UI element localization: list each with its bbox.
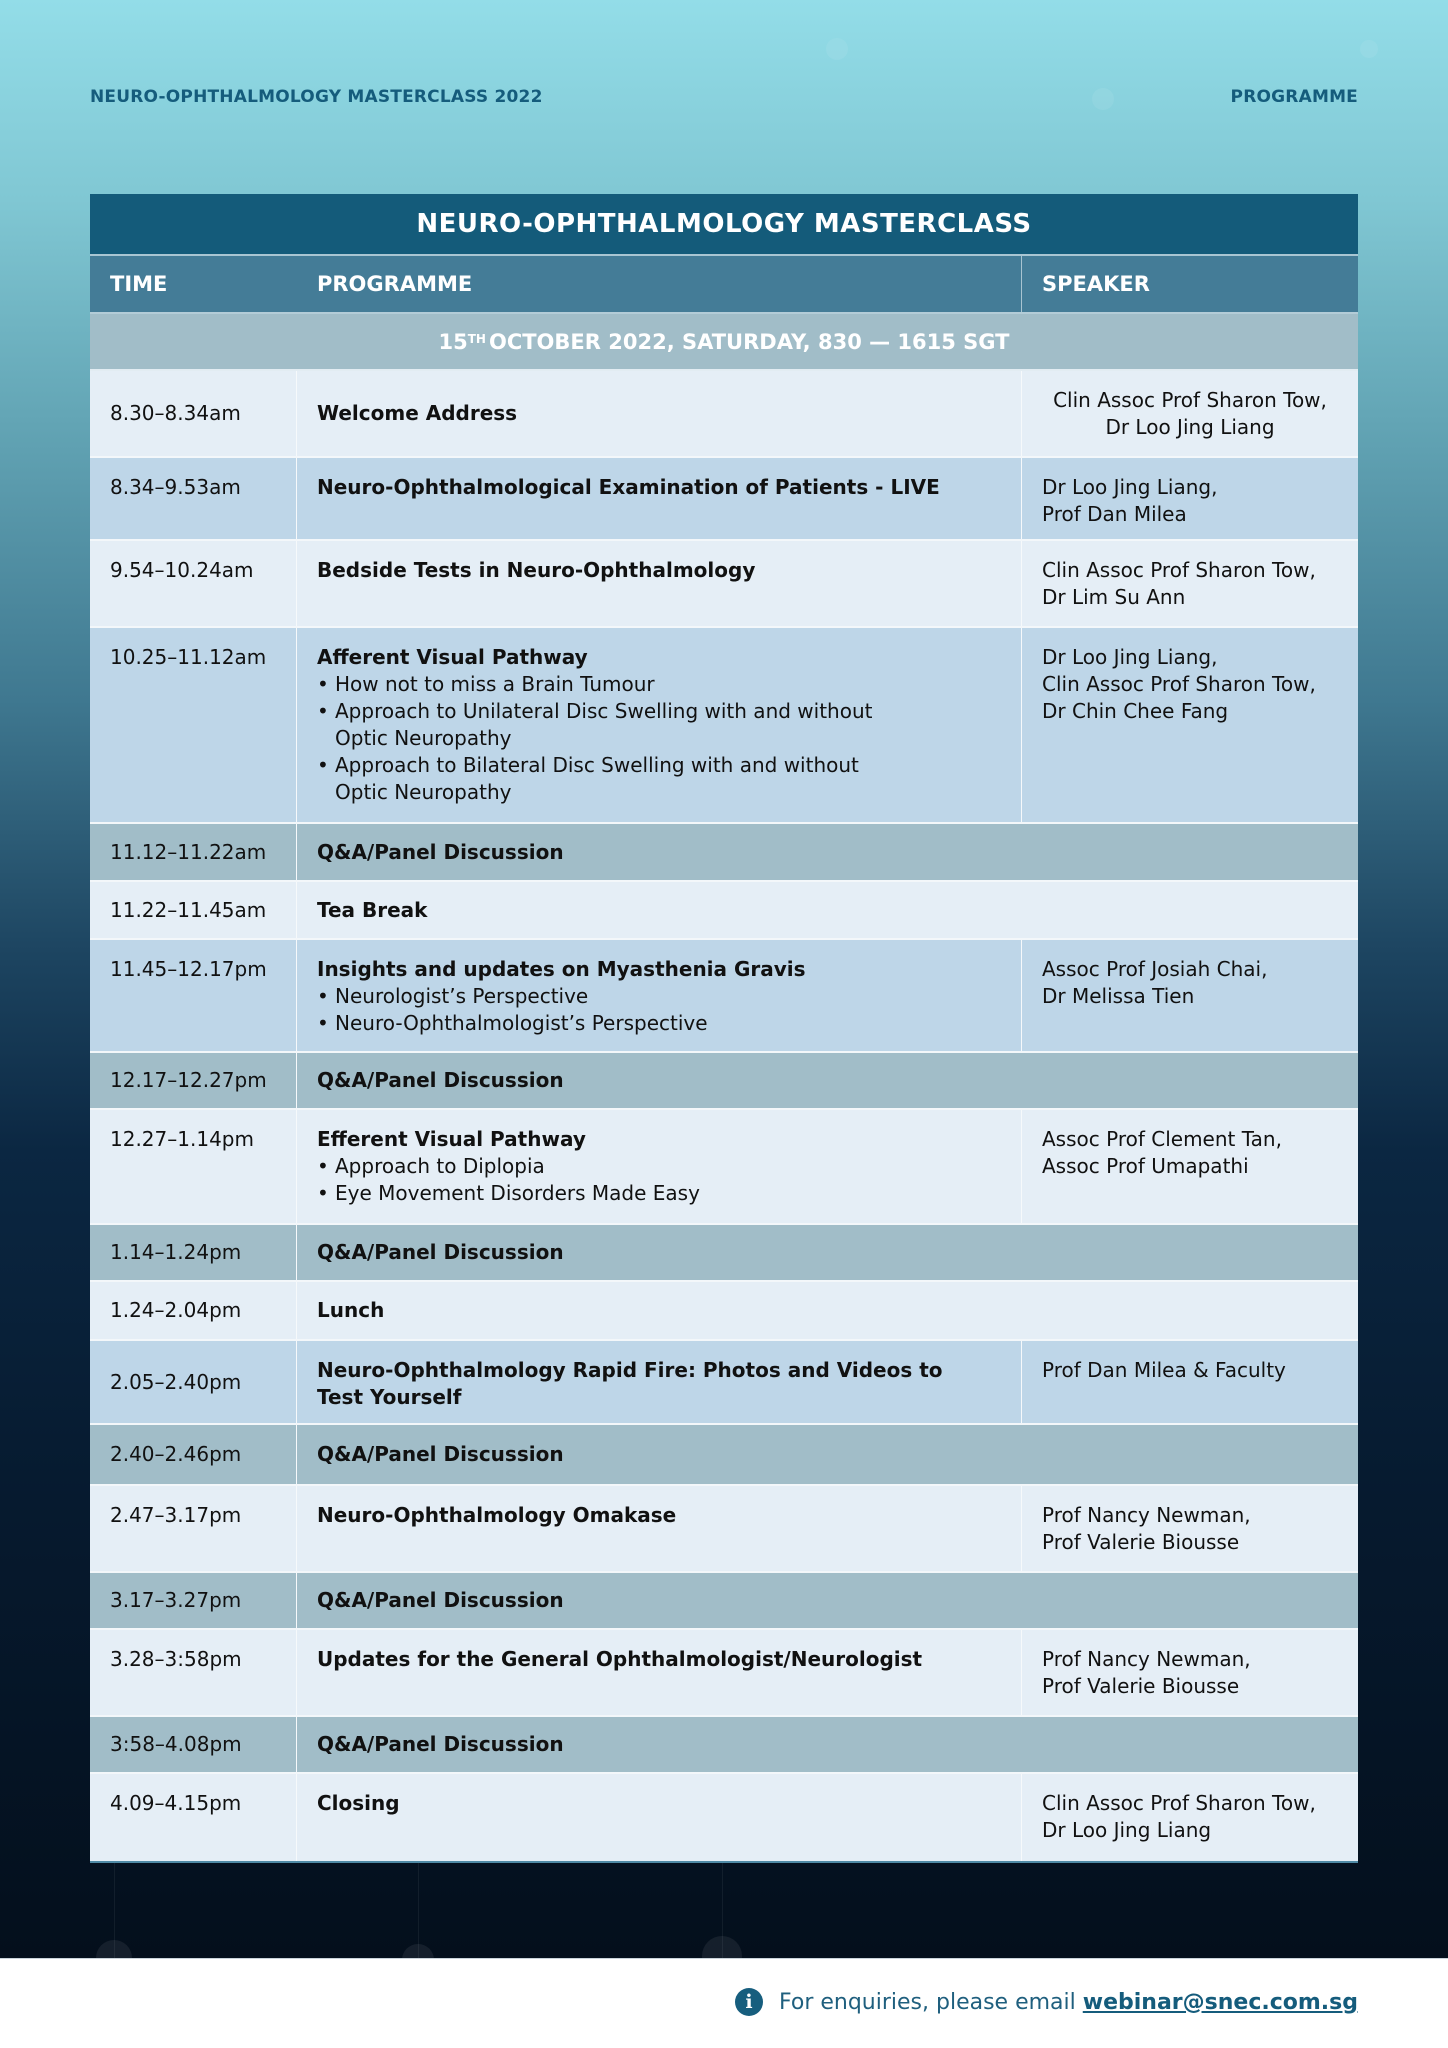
speaker-cell — [1021, 458, 1358, 539]
bullet-item: • Approach to Bilateral Disc Swelling with and without Optic Neuropathy — [317, 752, 1001, 806]
programme-title: Efferent Visual Pathway — [317, 1127, 586, 1151]
table-row-qa — [90, 1425, 1358, 1486]
speaker-name: Dr Lim Su Ann — [1042, 585, 1186, 609]
time-cell: 3.28–3:58pm — [90, 1630, 297, 1715]
bullet-text: Approach to Unilateral Disc Swelling with and without Optic Neuropathy — [335, 699, 873, 750]
speaker-cell — [1021, 940, 1358, 1051]
time-cell: 8.34–9.53am — [90, 458, 297, 539]
speaker-cell — [1021, 1774, 1358, 1861]
enquiry-note — [735, 1986, 1358, 2018]
table-row — [90, 1110, 1358, 1225]
time-cell: 10.25–11.12am — [90, 628, 297, 822]
programme-cell — [297, 940, 1021, 1051]
column-header-speaker: SPEAKER — [1021, 256, 1358, 312]
speaker-name: Clin Assoc Prof Sharon Tow, — [1042, 1791, 1316, 1815]
speaker-name: Prof Nancy Newman, — [1042, 1503, 1251, 1527]
time-cell: 4.09–4.15pm — [90, 1774, 297, 1861]
programme-title: Afferent Visual Pathway — [317, 645, 588, 669]
time-cell: 12.27–1.14pm — [90, 1110, 297, 1223]
speaker-cell — [1021, 1630, 1358, 1715]
speaker-name: Assoc Prof Clement Tan, — [1042, 1127, 1282, 1151]
speaker-name: Prof Dan Milea & Faculty — [1042, 1358, 1286, 1382]
table-row — [90, 1630, 1358, 1717]
programme-cell: Q&A/Panel Discussion — [317, 1068, 564, 1092]
programme-cell — [297, 628, 1021, 822]
table-row — [90, 541, 1358, 628]
programme-cell: Q&A/Panel Discussion — [317, 1442, 564, 1466]
email-link[interactable]: webinar@snec.com.sg — [1082, 1989, 1358, 2015]
date-rest: OCTOBER 2022, SATURDAY, 830 — 1615 SGT — [488, 329, 1010, 354]
programme-cell: Tea Break — [317, 897, 428, 922]
column-header-time: TIME — [110, 272, 168, 296]
column-headers — [90, 256, 1358, 314]
table-row — [90, 458, 1358, 541]
programme-cell: Neuro-Ophthalmology Omakase — [317, 1503, 677, 1527]
speaker-name: Dr Melissa Tien — [1042, 984, 1195, 1008]
speaker-name: Dr Loo Jing Liang — [1105, 414, 1275, 439]
speaker-name: Clin Assoc Prof Sharon Tow, — [1042, 672, 1316, 696]
bullet-text: How not to miss a Brain Tumour — [335, 672, 655, 696]
programme-cell: Neuro-Ophthalmology Rapid Fire: Photos and Videos to Test Yourself — [317, 1358, 943, 1409]
speaker-name: Assoc Prof Josiah Chai, — [1042, 957, 1268, 981]
speaker-name: Dr Loo Jing Liang — [1042, 1818, 1212, 1842]
bullet-item: • Approach to Diplopia — [317, 1154, 545, 1178]
page-header — [90, 86, 1358, 108]
table-row — [90, 371, 1358, 458]
date-banner — [90, 314, 1358, 371]
programme-table — [90, 194, 1358, 1861]
table-row-qa — [90, 1225, 1358, 1282]
speaker-name: Dr Chin Chee Fang — [1042, 699, 1229, 723]
time-cell: 9.54–10.24am — [90, 541, 297, 626]
time-cell: 3.17–3.27pm — [90, 1573, 297, 1628]
time-cell: 11.12–11.22am — [90, 824, 297, 880]
column-header-programme: PROGRAMME — [317, 272, 473, 296]
speaker-cell — [1021, 1110, 1358, 1223]
programme-cell: Q&A/Panel Discussion — [317, 1240, 564, 1264]
date-suffix: TH — [467, 331, 486, 346]
table-title: NEURO-OPHTHALMOLOGY MASTERCLASS — [90, 194, 1358, 256]
programme-cell: Updates for the General Ophthalmologist/Neurologist — [317, 1647, 923, 1671]
speaker-name: Assoc Prof Umapathi — [1042, 1154, 1249, 1178]
speaker-name: Dr Loo Jing Liang, — [1042, 645, 1218, 669]
decorative-dot — [826, 38, 848, 60]
programme-title: Insights and updates on Myasthenia Gravis — [317, 957, 806, 981]
enquiry-text: For enquiries, please email — [778, 1989, 1076, 2015]
bullet-item: • Neurologist’s Perspective — [317, 984, 589, 1008]
bullet-text: Approach to Diplopia — [335, 1154, 545, 1178]
decorative-dot — [402, 1944, 434, 1958]
time-cell: 2.47–3.17pm — [90, 1486, 297, 1571]
decorative-dot — [96, 1940, 132, 1958]
bullet-text: Approach to Bilateral Disc Swelling with and without Optic Neuropathy — [335, 753, 859, 804]
speaker-name: Prof Nancy Newman, — [1042, 1647, 1251, 1671]
speaker-name: Dr Loo Jing Liang, — [1042, 475, 1218, 499]
time-cell: 3:58–4.08pm — [90, 1717, 297, 1772]
table-row — [90, 940, 1358, 1053]
bullet-text: Neuro-Ophthalmologist’s Perspective — [335, 1011, 708, 1035]
decorative-dot — [702, 1936, 742, 1958]
time-cell: 11.22–11.45am — [90, 882, 297, 938]
bullet-item: • How not to miss a Brain Tumour — [317, 672, 655, 696]
time-cell: 2.40–2.46pm — [90, 1425, 297, 1484]
time-cell: 1.24–2.04pm — [90, 1282, 297, 1339]
section-label: PROGRAMME — [1230, 87, 1358, 107]
bullet-item: • Approach to Unilateral Disc Swelling with and without Optic Neuropathy — [317, 698, 1001, 752]
speaker-cell — [1021, 371, 1358, 456]
table-row-qa — [90, 824, 1358, 882]
date-day: 15 — [438, 329, 468, 354]
speaker-cell — [1021, 541, 1358, 626]
time-cell: 8.30–8.34am — [90, 371, 297, 456]
table-row-qa — [90, 1573, 1358, 1630]
decorative-dot — [1360, 40, 1378, 58]
bullet-item: • Eye Movement Disorders Made Easy — [317, 1181, 700, 1205]
table-row-qa — [90, 1717, 1358, 1774]
programme-cell: Q&A/Panel Discussion — [317, 1588, 564, 1612]
time-cell: 2.05–2.40pm — [90, 1341, 297, 1423]
programme-cell: Neuro-Ophthalmological Examination of Patients - LIVE — [317, 475, 940, 499]
table-row-qa — [90, 1053, 1358, 1110]
speaker-name: Prof Valerie Biousse — [1042, 1530, 1240, 1554]
table-row — [90, 628, 1358, 824]
table-row — [90, 1282, 1358, 1341]
table-row — [90, 1774, 1358, 1861]
table-row — [90, 882, 1358, 940]
info-icon: i — [735, 1988, 763, 2016]
table-row — [90, 1486, 1358, 1573]
programme-cell: Q&A/Panel Discussion — [317, 1732, 564, 1756]
speaker-cell — [1021, 1486, 1358, 1571]
speaker-name: Prof Dan Milea — [1042, 502, 1187, 526]
time-cell: 11.45–12.17pm — [90, 940, 297, 1051]
speaker-name: Prof Valerie Biousse — [1042, 1674, 1240, 1698]
speaker-name: Clin Assoc Prof Sharon Tow, — [1053, 387, 1327, 412]
table-row — [90, 1341, 1358, 1425]
bullet-item: • Neuro-Ophthalmologist’s Perspective — [317, 1011, 708, 1035]
programme-cell: Bedside Tests in Neuro-Ophthalmology — [317, 558, 756, 582]
programme-cell: Closing — [317, 1791, 400, 1815]
programme-cell: Q&A/Panel Discussion — [317, 839, 564, 864]
bullet-text: Neurologist’s Perspective — [335, 984, 589, 1008]
programme-cell: Lunch — [317, 1298, 385, 1322]
time-cell: 1.14–1.24pm — [90, 1225, 297, 1280]
speaker-name: Clin Assoc Prof Sharon Tow, — [1042, 558, 1316, 582]
speaker-cell — [1021, 1341, 1358, 1423]
programme-cell — [297, 1110, 1021, 1223]
programme-cell: Welcome Address — [317, 401, 518, 425]
time-cell: 12.17–12.27pm — [90, 1053, 297, 1108]
event-name: NEURO-OPHTHALMOLOGY MASTERCLASS 2022 — [90, 87, 543, 107]
bullet-text: Eye Movement Disorders Made Easy — [335, 1181, 700, 1205]
speaker-cell — [1021, 628, 1358, 822]
